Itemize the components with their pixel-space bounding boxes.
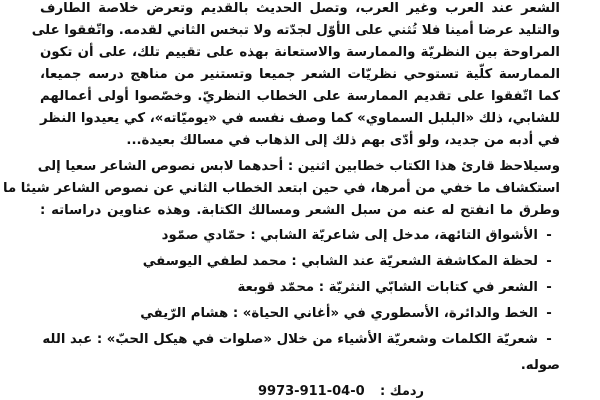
text-line: للشابي، ذلك «البلبل السماوي» كما وصف نفسه في «يوميّاته»، كي يعيدوا النظر (40, 111, 560, 126)
text-line: كما اتّفقوا على تقديم الممارسة على الخطاب النظريّ. وخصّصوا أولى أعمالهم (40, 89, 560, 104)
bullet-marker: - (546, 280, 552, 295)
study-title: الأشواق التائهة، مدخل إلى شاعريّة الشابي : حمّادي صمّود (161, 228, 538, 243)
studies-continuation: صوله. (520, 358, 560, 373)
study-item (40, 329, 560, 351)
study-item (40, 251, 560, 273)
isbn-number: 9973-911-04-0 (258, 384, 365, 399)
study-title: الشعر في كتابات الشابّي النثريّة : محمّد قوبعة (237, 280, 538, 295)
text-line: استكشاف ما خفي من أمرها، في حين ابتعد الخطاب الثاني عن نصوص الشاعر شيئا ما (2, 181, 560, 196)
study-title: لحظة المكاشفة الشعريّة عند الشابي : محمد لطفي اليوسفي (142, 254, 538, 269)
bullet-marker: - (546, 306, 552, 321)
text-line: الممارسة كلّية تستوحي نظريّات الشعر جميعا وتستنير من مناهج درسه جميعا، (40, 67, 560, 82)
text-line: والتليد عرضا أمينا فلا تُثني على الأوّل لجدّته ولا تبخس الثاني لقدمه. واتّفقوا على (31, 23, 560, 38)
study-title: شعريّة الكلمات وشعريّة الأشياء من خلال «صلوات في هيكل الحبّ» : عبد الله (42, 332, 538, 347)
bullet-marker: - (546, 228, 552, 243)
text-line: المراوحة بين النظريّة والممارسة والاستعانة بهذه على تقييم تلك، على أن تكون (40, 45, 560, 60)
study-item (40, 277, 560, 299)
bullet-marker: - (546, 254, 552, 269)
bullet-marker: - (546, 332, 552, 347)
text-line: وسيلاحظ قارئ هذا الكتاب خطابين اثنين : أحدهما لابس نصوص الشاعر سعيا إلى (37, 159, 560, 174)
text-line: في أدبه من جديد، ولو أدّى بهم ذلك إلى الذهاب في مسالك بعيدة... (126, 133, 560, 148)
text-line: الشعر عند العرب وغير العرب، وتصل الحديث بالقديم وتعرض خلاصة الطارف (40, 1, 560, 16)
study-item (40, 303, 560, 325)
study-title: الخط والدائرة، الأسطوري في «أغاني الحياة» : هشام الرّيفي (140, 306, 538, 321)
text-line: وطرق ما انفتح له عنه من سبل الشعر ومسالك الكتابة. وهذه عناوين دراساته : (40, 203, 560, 218)
isbn-label: ردمك : (380, 384, 425, 399)
study-item (40, 225, 560, 247)
